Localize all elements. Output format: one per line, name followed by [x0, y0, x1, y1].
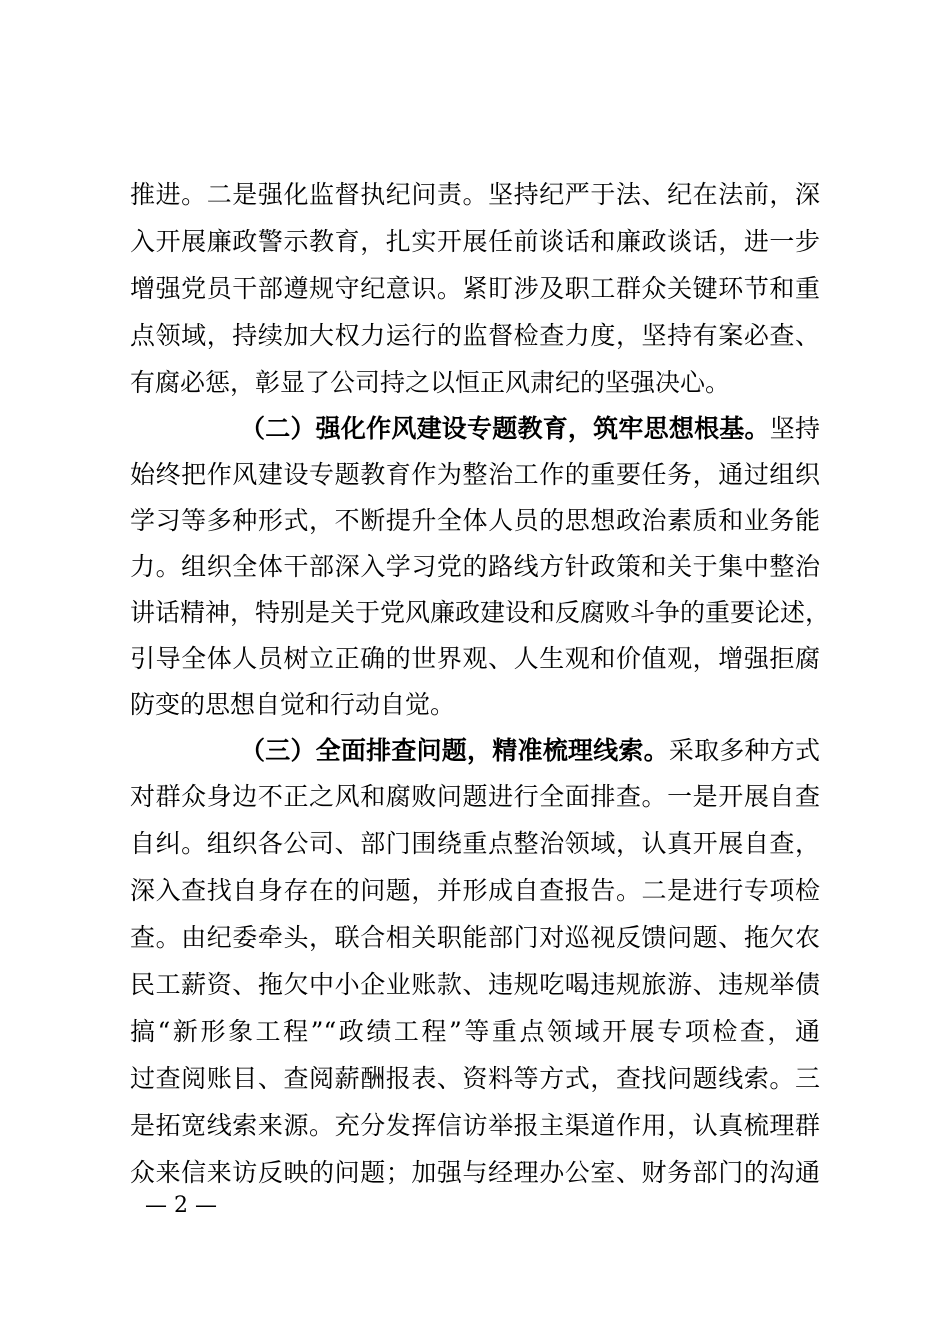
paragraph-2-line: 力。组织全体干部深入学习党的路线方针政策和关于集中整治 [130, 552, 820, 581]
paragraph-2-first-line [240, 412, 820, 446]
paragraph-3-line: 深入查找自身存在的问题，并形成自查报告。二是进行专项检 [130, 876, 820, 905]
paragraph-3-line: 自纠。组织各公司、部门围绕重点整治领域，认真开展自查， [130, 829, 820, 858]
paragraph-3-heading: （三）全面排查问题，精准梳理线索。 [240, 736, 669, 765]
paragraph-3-line: 过查阅账目、查阅薪酬报表、资料等方式，查找问题线索。三 [130, 1064, 820, 1093]
paragraph-3-line: 众来信来访反映的问题；加强与经理办公室、财务部门的沟通 [130, 1158, 820, 1187]
page-number: — 2 — [145, 1193, 217, 1218]
paragraph-2-line: 学习等多种形式，不断提升全体人员的思想政治素质和业务能 [130, 506, 820, 535]
paragraph-1-line: 增强党员干部遵规守纪意识。紧盯涉及职工群众关键环节和重 [130, 274, 820, 303]
paragraph-2-line: 讲话精神，特别是关于党风廉政建设和反腐败斗争的重要论述， [130, 598, 831, 627]
paragraph-1-line: 点领域，持续加大权力运行的监督检查力度，坚持有案必查、 [130, 321, 820, 350]
paragraph-2-line: 始终把作风建设专题教育作为整治工作的重要任务，通过组织 [130, 460, 820, 489]
paragraph-3-first-line [240, 734, 820, 768]
paragraph-3-line: 查。由纪委牵头，联合相关职能部门对巡视反馈问题、拖欠农 [130, 923, 820, 952]
paragraph-2-line: 引导全体人员树立正确的世界观、人生观和价值观，增强拒腐 [130, 644, 820, 673]
paragraph-3-line: 搞“新形象工程”“政绩工程”等重点领域开展专项检查，通 [130, 1017, 820, 1046]
paragraph-1-line: 入开展廉政警示教育，扎实开展任前谈话和廉政谈话，进一步 [130, 227, 820, 256]
paragraph-3-first-line-text: 采取多种方式 [668, 736, 820, 765]
paragraph-1-line: 有腐必惩，彰显了公司持之以恒正风肃纪的坚强决心。 [130, 368, 731, 397]
paragraph-2-heading: （二）强化作风建设专题教育，筑牢思想根基。 [240, 414, 770, 443]
paragraph-1-line: 推进。二是强化监督执纪问责。坚持纪严于法、纪在法前，深 [130, 180, 820, 209]
paragraph-2-first-line-text: 坚持 [769, 414, 820, 443]
paragraph-3-line: 对群众身边不正之风和腐败问题进行全面排查。一是开展自查 [130, 782, 820, 811]
paragraph-3-line: 民工薪资、拖欠中小企业账款、违规吃喝违规旅游、违规举债 [130, 970, 820, 999]
paragraph-3-line: 是拓宽线索来源。充分发挥信访举报主渠道作用，认真梳理群 [130, 1111, 820, 1140]
paragraph-2-line: 防变的思想自觉和行动自觉。 [130, 690, 456, 719]
